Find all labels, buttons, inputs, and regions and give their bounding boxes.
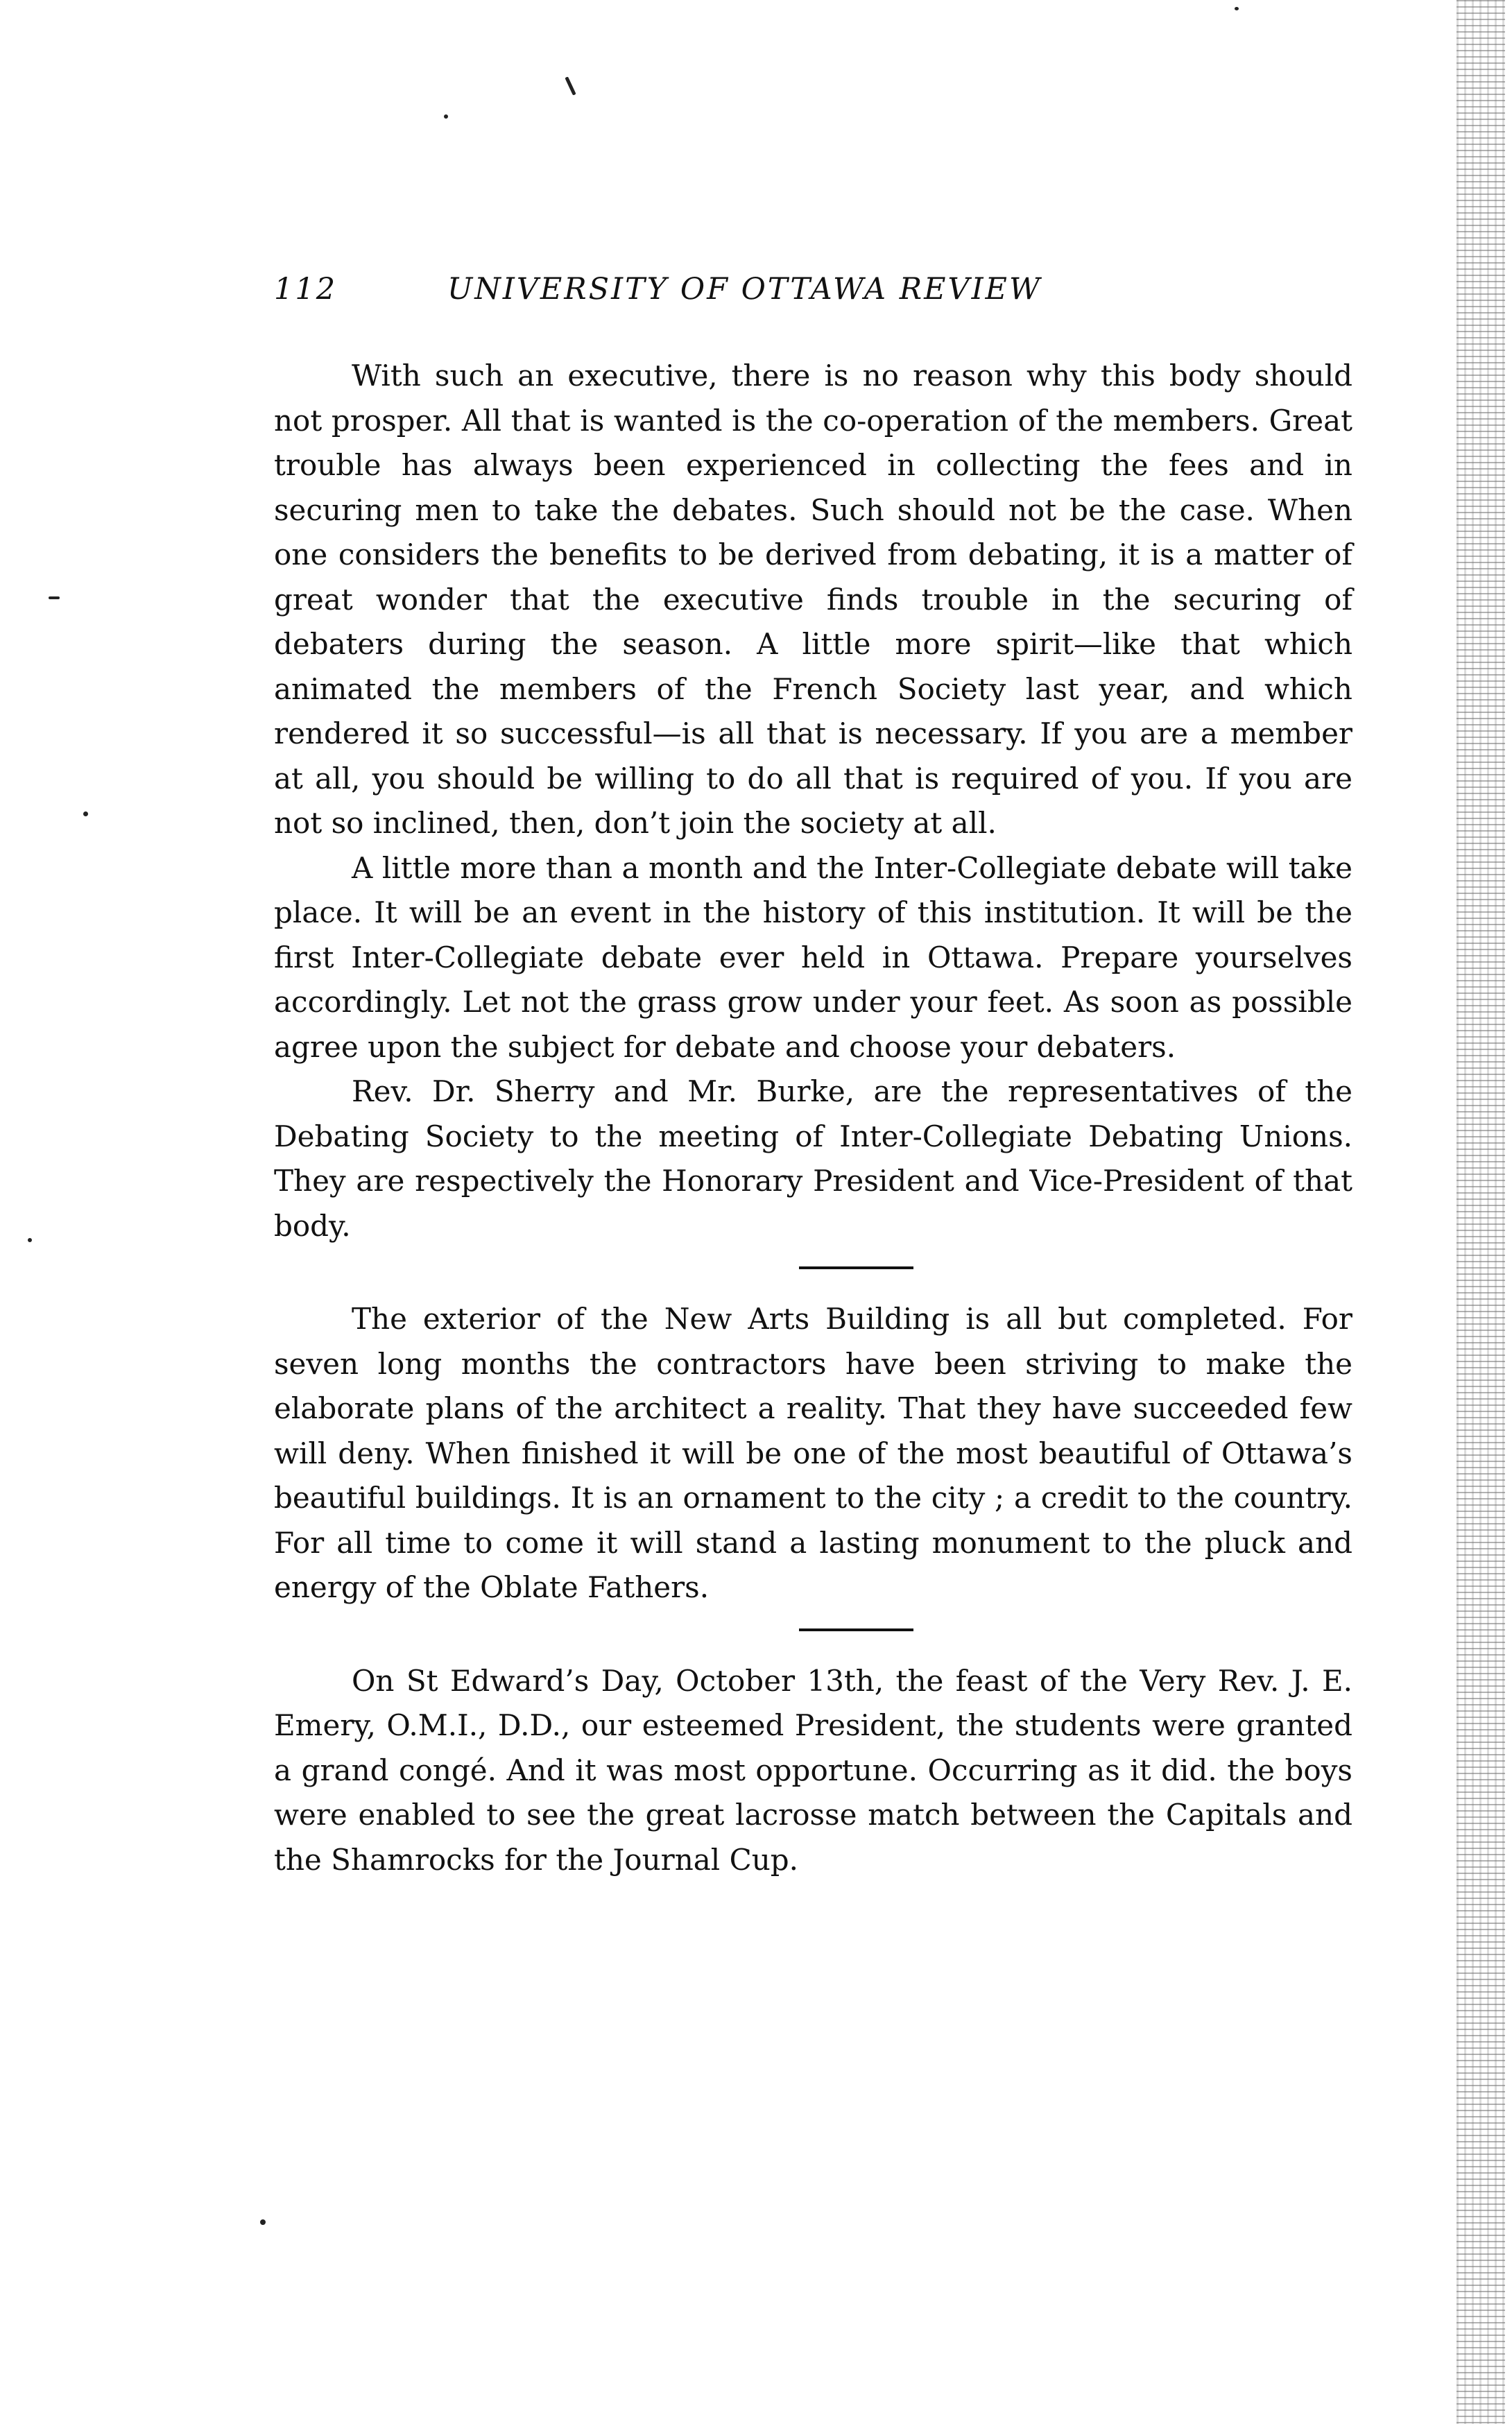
running-title: UNIVERSITY OF OTTAWA REVIEW [447,272,1042,307]
paragraph-st-edwards-day: On St Edward’s Day, October 13th, the feast of the Very Rev. J. E. Emery, O.M.I., D.D., our esteemed President, the students were granted a grand congé. And it was most opportune. Occurring as it did. the boys were enabled to see the great lacrosse match between the Capitals and the Shamrocks for the Journal Cup. [274,1663,1352,1877]
scan-speck [1235,7,1239,10]
scan-speck [49,596,60,599]
scan-speck [28,1238,32,1242]
scanned-page-edge [1457,0,1505,2424]
section-divider [799,1266,913,1269]
scan-speck [565,76,576,95]
section-divider [799,1628,913,1631]
article-body [274,354,1352,1882]
scan-speck [83,811,88,816]
paragraph-executive: With such an executive, there is no reason why this body should not prosper. All that is wanted is the co-operation of the members. Great trouble has always been experienced in collecting the fees and in securing men to take the debates. Such should not be the case. When one considers the benefits to be derived from debating, it is a matter of great wonder that the executive finds trouble in the securing of debaters during the season. A little more spirit—like that which animated the members of the French Society last year, and which rendered it so successful—is all that is necessary. If you are a member at all, you should be willing to do all that is required of you. If you are not so inclined, then, don’t join the society at all. [274,359,1352,840]
paragraph-arts-building: The exterior of the New Arts Building is all but completed. For seven long months the contractors have been striving to make the elaborate plans of the architect a reality. That they have succeeded few will deny. When finished it will be one of the most beautiful of Ottawa’s beautiful buildings. It is an ornament to the city ; a credit to the country. For all time to come it will stand a lasting monument to the pluck and energy of the Oblate Fathers. [274,1302,1352,1604]
paragraph-representatives: Rev. Dr. Sherry and Mr. Burke, are the representatives of the Debating Society to the meeting of Inter-Collegiate Debating Unions. They are respectively the Honorary President and Vice-President of that body. [274,1074,1352,1243]
scan-speck [260,2219,266,2225]
running-header [274,272,1352,313]
paragraph-intercollegiate-debate: A little more than a month and the Inter-Collegiate debate will take place. It will be an event in the history of this institution. It will be the first Inter-Collegiate debate ever held in Ottawa. Prepare yourselves accordingly. Let not the grass grow under your feet. As soon as possible agree upon the subject for debate and choose your debaters. [274,850,1352,1064]
page-number: 112 [274,272,338,307]
scan-speck [444,114,448,119]
